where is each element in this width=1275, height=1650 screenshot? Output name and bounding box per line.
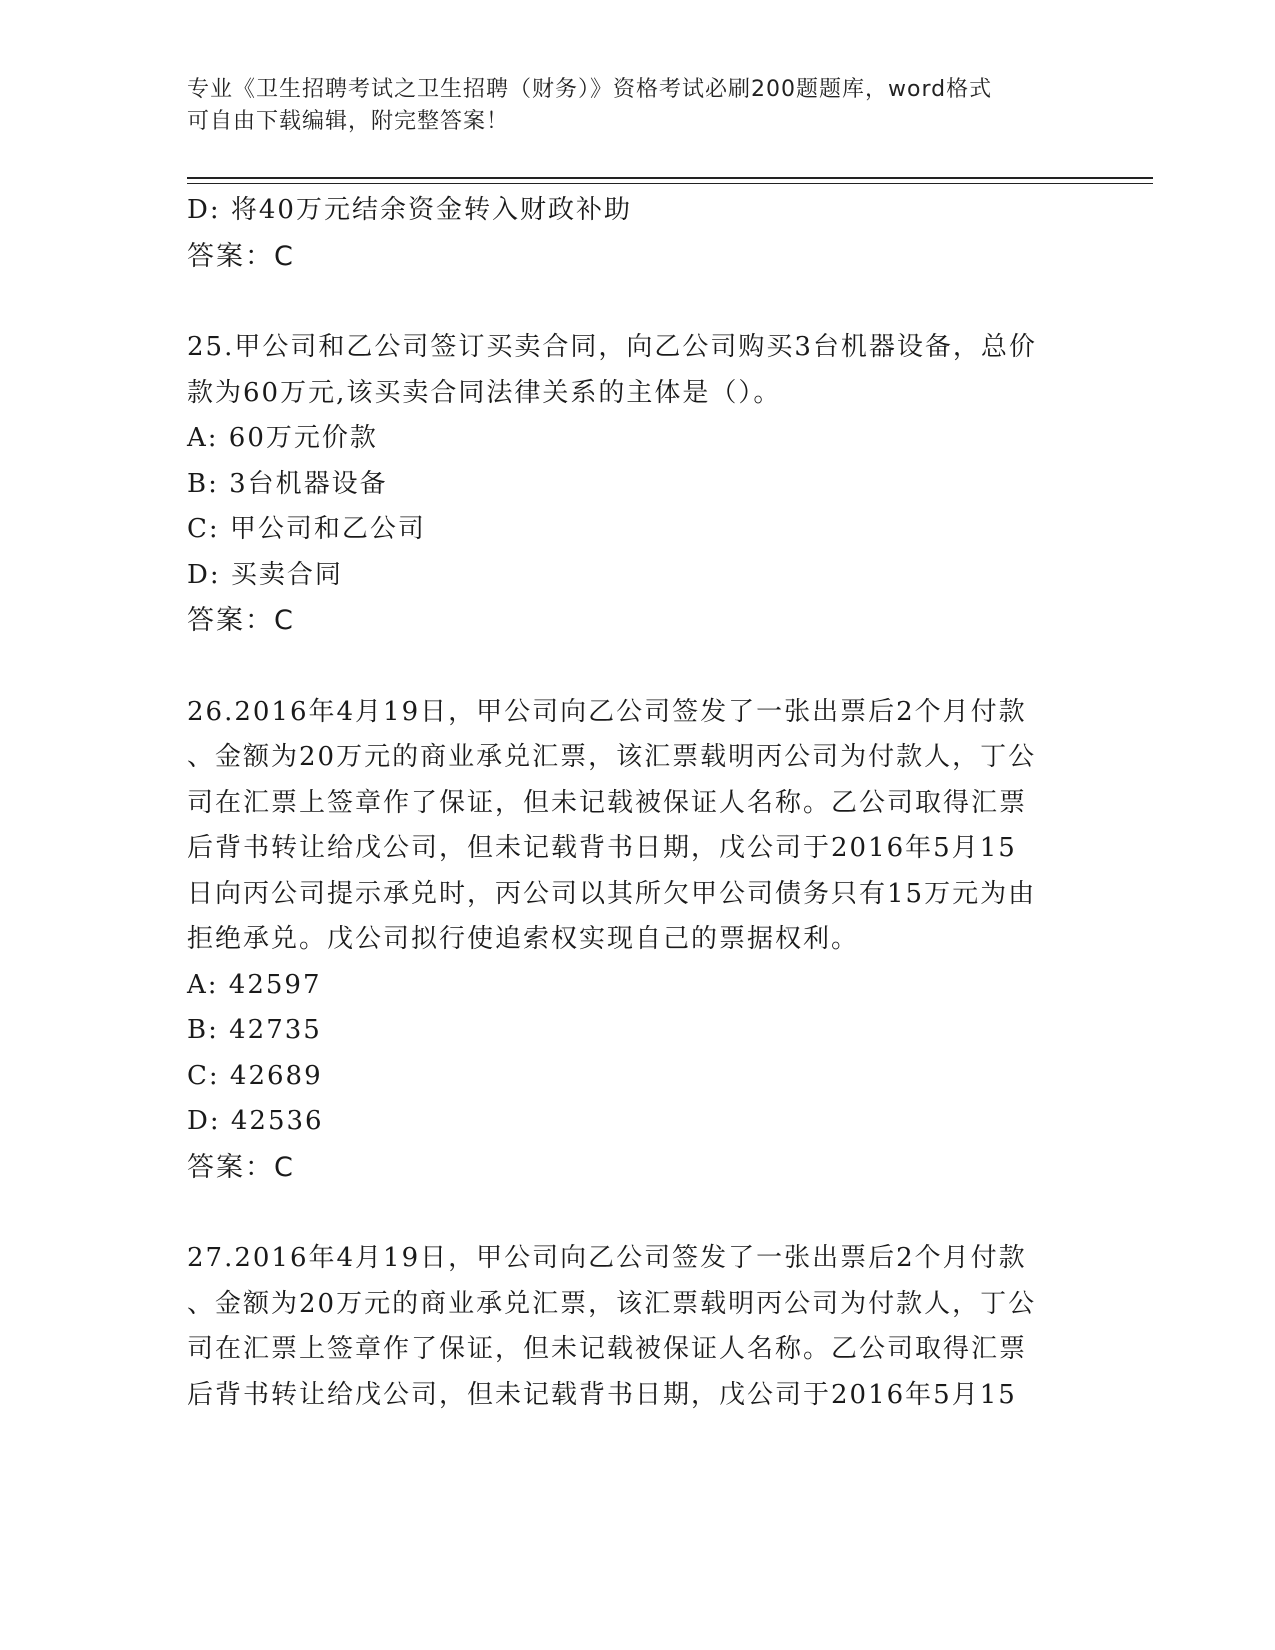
option-c: C: 甲公司和乙公司: [187, 514, 426, 544]
header-line-2: 可自由下载编辑，附完整答案！: [187, 109, 510, 134]
question-text-line: 拒绝承兑。戊公司拟行使追索权实现自己的票据权利。: [187, 924, 860, 954]
answer: 答案：C: [187, 240, 295, 272]
question-text-line: 26.2016年4月19日，甲公司向乙公司签发了一张出票后2个月付款: [187, 696, 1027, 727]
document-body: [187, 188, 1067, 1418]
question-text-line: 27.2016年4月19日，甲公司向乙公司签发了一张出票后2个月付款: [187, 1243, 1027, 1273]
option-d: D: 42536: [187, 1106, 324, 1136]
document-header: [187, 74, 1067, 138]
spacer: [187, 279, 1067, 325]
question-26: [187, 690, 1067, 1191]
question-text-line: 后背书转让给戊公司，但未记载背书日期，戊公司于2016年5月15: [187, 833, 1017, 863]
question-text-line: 、金额为20万元的商业承兑汇票，该汇票载明丙公司为付款人，丁公: [187, 1288, 1037, 1319]
question-text-line: 款为60万元,该买卖合同法律关系的主体是（）。: [187, 377, 782, 408]
option-b: B: 42735: [187, 1015, 322, 1045]
header-rule-thin: [187, 183, 1153, 184]
spacer: [187, 644, 1067, 690]
question-25: [187, 325, 1067, 644]
answer: 答案：C: [187, 1151, 295, 1183]
question-text-line: 司在汇票上签章作了保证，但未记载被保证人名称。乙公司取得汇票: [187, 1334, 1028, 1364]
option-b: B: 3台机器设备: [187, 468, 388, 499]
answer: 答案：C: [187, 605, 295, 636]
question-text-line: 司在汇票上签章作了保证，但未记载被保证人名称。乙公司取得汇票: [187, 787, 1028, 818]
option-a: A: 42597: [187, 969, 322, 1000]
question-text-line: 、金额为20万元的商业承兑汇票，该汇票载明丙公司为付款人，丁公: [187, 742, 1037, 772]
question-text-line: 日向丙公司提示承兑时，丙公司以其所欠甲公司债务只有15万元为由: [187, 878, 1037, 909]
spacer: [187, 1190, 1067, 1236]
question-text-line: 后背书转让给戊公司，但未记载背书日期，戊公司于2016年5月15: [187, 1379, 1017, 1410]
option-a: A: 60万元价款: [187, 423, 378, 453]
question-text-line: 25.甲公司和乙公司签订买卖合同，向乙公司购买3台机器设备，总价: [187, 332, 1037, 362]
header-rule-thick: [187, 177, 1153, 179]
option-c: C: 42689: [187, 1060, 323, 1091]
question-27: [187, 1236, 1067, 1418]
option-d: D: 将40万元结余资金转入财政补助: [187, 195, 632, 225]
option-d: D: 买卖合同: [187, 559, 343, 590]
header-line-1: 专业《卫生招聘考试之卫生招聘（财务）》资格考试必刷200题题库，word格式: [187, 77, 993, 102]
